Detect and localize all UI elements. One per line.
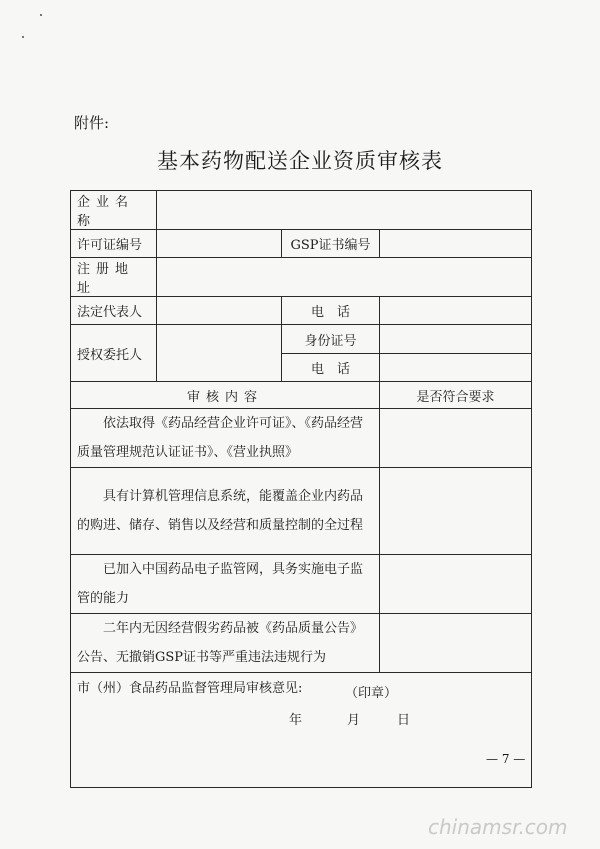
- gsp-cert-no-label: GSP证书编号: [282, 230, 380, 258]
- authorized-phone-field[interactable]: [380, 354, 532, 382]
- page-number: — 7 —: [486, 752, 526, 766]
- seal-label: （印章）: [345, 686, 398, 701]
- review-item: 依法取得《药品经营企业许可证》、《药品经营质量管理规范认证证书》、《营业执照》: [71, 409, 380, 468]
- table-row: [71, 191, 532, 230]
- table-row: [71, 230, 532, 258]
- table-row: [71, 258, 532, 297]
- phone-label: 电 话: [282, 297, 380, 325]
- date-year-label: 年: [289, 713, 303, 728]
- authorized-person-label: 授权委托人: [71, 325, 157, 382]
- compliance-field[interactable]: [380, 555, 532, 614]
- review-item: 已加入中国药品电子监管网，具务实施电子监管的能力: [71, 555, 380, 614]
- watermark: chinamsr.com: [428, 815, 568, 839]
- phone-label-2: 电 话: [282, 354, 380, 382]
- compliance-field[interactable]: [380, 614, 532, 673]
- legal-rep-field[interactable]: [157, 297, 282, 325]
- table-row: [71, 325, 532, 354]
- table-row: [71, 297, 532, 325]
- company-name-field[interactable]: [157, 191, 532, 230]
- authority-opinion-field[interactable]: [71, 673, 532, 788]
- registered-address-field[interactable]: [157, 258, 532, 297]
- legal-rep-label: 法定代表人: [71, 297, 157, 325]
- compliance-field[interactable]: [380, 409, 532, 468]
- date-day-label: 日: [397, 713, 411, 728]
- table-row: [71, 614, 532, 673]
- compliance-header: 是否符合要求: [380, 382, 532, 409]
- gsp-cert-no-field[interactable]: [380, 230, 532, 258]
- review-item: 具有计算机管理信息系统，能覆盖企业内药品的购进、储存、销售以及经营和质量控制的全过程: [71, 468, 380, 555]
- id-number-field[interactable]: [380, 325, 532, 354]
- form-title: 基本药物配送企业资质审核表: [157, 149, 443, 173]
- id-number-label: 身份证号: [282, 325, 380, 354]
- license-no-field[interactable]: [157, 230, 282, 258]
- table-row: [71, 555, 532, 614]
- date-month-label: 月: [347, 713, 361, 728]
- table-row: [71, 409, 532, 468]
- authority-opinion-label: 市（州）食品药品监督管理局审核意见:: [77, 681, 303, 696]
- qualification-review-table: [70, 190, 532, 788]
- attachment-label: 附件:: [74, 114, 110, 132]
- review-content-header: 审核内容: [71, 382, 380, 409]
- license-no-label: 许可证编号: [71, 230, 157, 258]
- table-row: [71, 673, 532, 788]
- table-row: [71, 382, 532, 409]
- table-row: [71, 468, 532, 555]
- scan-speck: [22, 36, 24, 38]
- company-name-label: 企业名称: [71, 191, 157, 230]
- authorized-person-field[interactable]: [157, 325, 282, 382]
- registered-address-label: 注册地址: [71, 258, 157, 297]
- review-item: 二年内无因经营假劣药品被《药品质量公告》公告、无撤销GSP证书等严重违法违规行为: [71, 614, 380, 673]
- compliance-field[interactable]: [380, 468, 532, 555]
- scan-speck: [40, 14, 42, 16]
- legal-rep-phone-field[interactable]: [380, 297, 532, 325]
